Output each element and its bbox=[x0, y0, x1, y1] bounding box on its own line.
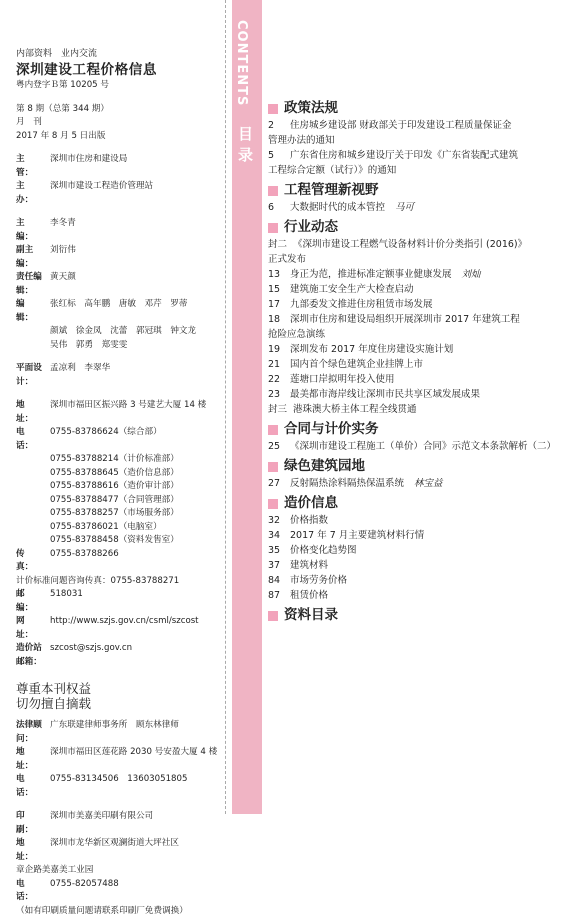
toc-section-heading bbox=[268, 608, 586, 623]
toc-entry[interactable] bbox=[268, 476, 586, 491]
sponsor-row bbox=[16, 180, 224, 207]
toc-section-heading bbox=[268, 183, 586, 198]
entry-title: 抢险应急演练 bbox=[268, 329, 325, 340]
printer-row bbox=[16, 864, 224, 878]
section-title: 资料目录 bbox=[284, 608, 338, 623]
copyright-notice bbox=[16, 681, 224, 711]
author-signature: 马可 bbox=[395, 202, 414, 213]
mulu-label bbox=[238, 124, 253, 166]
legal-row bbox=[16, 773, 224, 800]
editor-names: 吴伟 郭勇 郑雯雯 bbox=[16, 339, 224, 353]
printer-key: 电 话： bbox=[16, 878, 50, 905]
staff-key: 副主编： bbox=[16, 244, 50, 271]
toc-entry[interactable] bbox=[268, 342, 586, 357]
phone-row bbox=[16, 426, 224, 453]
notice-line: 切勿擅自摘载 bbox=[16, 696, 224, 711]
contact-value: 0755-83788266 bbox=[50, 548, 224, 575]
author-signature: 刘灿 bbox=[462, 269, 481, 280]
legal-key: 地 址： bbox=[16, 746, 50, 773]
toc-section-heading bbox=[268, 459, 586, 474]
editors-more bbox=[16, 325, 224, 352]
printer-value: 章企路美嘉美工业园 bbox=[16, 864, 93, 878]
entry-title: 港珠澳大桥主体工程全线贯通 bbox=[293, 404, 417, 415]
contact-key: 传 真： bbox=[16, 548, 50, 575]
page-number: 32 bbox=[268, 513, 284, 528]
toc-entry[interactable] bbox=[268, 387, 586, 402]
contact-row bbox=[16, 615, 224, 642]
page-number: 22 bbox=[268, 372, 284, 387]
address-value: 深圳市福田区振兴路 3 号建艺大厦 14 楼 bbox=[50, 399, 224, 426]
toc-entry[interactable] bbox=[268, 252, 586, 267]
section-title: 行业动态 bbox=[284, 220, 338, 235]
staff-row bbox=[16, 298, 224, 325]
mulu-char: 录 bbox=[238, 145, 253, 166]
toc-entry[interactable] bbox=[268, 133, 586, 148]
contact-value: http://www.szjs.gov.cn/csml/szcost bbox=[50, 615, 224, 642]
staff-key: 主 编： bbox=[16, 217, 50, 244]
phone-key: 电 话： bbox=[16, 426, 50, 453]
contact-key: 造价站邮箱： bbox=[16, 642, 50, 669]
page-number: 13 bbox=[268, 267, 284, 282]
table-of-contents bbox=[268, 96, 586, 625]
sponsor-key: 主 办： bbox=[16, 180, 50, 207]
design-key: 平面设计： bbox=[16, 362, 50, 389]
toc-entry[interactable] bbox=[268, 163, 586, 178]
contact-row bbox=[16, 642, 224, 669]
page-number: 87 bbox=[268, 588, 284, 603]
section-title: 造价信息 bbox=[284, 496, 338, 511]
phone-number: 0755-83788458（资料发售室） bbox=[16, 534, 224, 548]
design-credit bbox=[16, 362, 224, 389]
page-number: 37 bbox=[268, 558, 284, 573]
section-marker-icon bbox=[268, 186, 278, 196]
legal-row bbox=[16, 746, 224, 773]
entry-title: 2017 年 7 月主要建筑材料行情 bbox=[290, 530, 424, 541]
phone-number: 0755-83788257（市场服务部） bbox=[16, 507, 224, 521]
page-number: 5 bbox=[268, 148, 284, 163]
staff-key: 编 辑： bbox=[16, 298, 50, 325]
publication-title: 深圳建设工程价格信息 bbox=[16, 64, 224, 78]
toc-entry[interactable] bbox=[268, 402, 586, 417]
phone-number: 0755-83788477（合同管理部） bbox=[16, 494, 224, 508]
section-title: 合同与计价实务 bbox=[284, 422, 379, 437]
toc-entry[interactable] bbox=[268, 372, 586, 387]
toc-entry[interactable] bbox=[268, 357, 586, 372]
entry-title: 住房城乡建设部 财政部关于印发建设工程质量保证金 bbox=[290, 120, 512, 131]
toc-entry[interactable] bbox=[268, 327, 586, 342]
toc-section-heading bbox=[268, 422, 586, 437]
contact-key: 邮 编： bbox=[16, 588, 50, 615]
mulu-char: 目 bbox=[238, 124, 253, 145]
legal-value: 广东联建律师事务所 顾东林律师 bbox=[50, 719, 224, 746]
sponsor-row bbox=[16, 153, 224, 180]
printer-value: 0755-82057488 bbox=[50, 878, 224, 905]
entry-title: 九部委发文推进住房租赁市场发展 bbox=[290, 299, 433, 310]
editor-names: 颜斌 徐金凤 沈蕾 郭冠琪 钟文龙 bbox=[16, 325, 224, 339]
page-number: 84 bbox=[268, 573, 284, 588]
toc-entry[interactable] bbox=[268, 573, 586, 588]
page-number: 34 bbox=[268, 528, 284, 543]
phone-number: 0755-83788616（造价审计部） bbox=[16, 480, 224, 494]
entry-title: 价格指数 bbox=[290, 515, 328, 526]
toc-entry[interactable] bbox=[268, 148, 586, 163]
page-number: 封三 bbox=[268, 402, 287, 417]
phone-number: 0755-83786021（电脑室） bbox=[16, 521, 224, 535]
entry-title: 《深圳市建设工程施工（单价）合同》示范文本条款解析（二） bbox=[290, 441, 556, 452]
footnote: （如有印刷质量问题请联系印刷厂免费调换） bbox=[16, 905, 224, 918]
staff-block bbox=[16, 217, 224, 325]
legal-key: 法律顾问： bbox=[16, 719, 50, 746]
sponsor-value: 深圳市住房和建设局 bbox=[50, 153, 224, 180]
printer-key: 地 址： bbox=[16, 837, 50, 864]
contact-block bbox=[16, 548, 224, 670]
contents-band bbox=[232, 0, 262, 814]
legal-row bbox=[16, 719, 224, 746]
entry-title: 深圳市住房和建设局组织开展深圳市 2017 年建筑工程 bbox=[290, 314, 520, 325]
entry-title: 大数据时代的成本管控 bbox=[290, 202, 385, 213]
toc-entry[interactable] bbox=[268, 439, 586, 454]
contact-value: 计价标准问题咨询传真：0755-83788271 bbox=[16, 575, 179, 589]
contact-row bbox=[16, 575, 224, 589]
issue-number: 第 8 期（总第 344 期） bbox=[16, 103, 224, 117]
phone-list bbox=[16, 453, 224, 548]
section-marker-icon bbox=[268, 104, 278, 114]
printer-row bbox=[16, 878, 224, 905]
staff-value: 李冬青 bbox=[50, 217, 224, 244]
contact-key: 网 址： bbox=[16, 615, 50, 642]
contents-label: CONTENTS bbox=[234, 20, 260, 120]
legal-value: 0755-83134506 13603051805 bbox=[50, 773, 224, 800]
staff-value: 刘衍伟 bbox=[50, 244, 224, 271]
section-marker-icon bbox=[268, 223, 278, 233]
sponsor-key: 主 管： bbox=[16, 153, 50, 180]
toc-entry[interactable] bbox=[268, 200, 586, 215]
toc-entry[interactable] bbox=[268, 543, 586, 558]
page-number: 封二 bbox=[268, 237, 287, 252]
legal-value: 深圳市福田区莲花路 2030 号安盈大厦 4 楼 bbox=[50, 746, 224, 773]
page-number: 17 bbox=[268, 297, 284, 312]
publish-date: 2017 年 8 月 5 日出版 bbox=[16, 130, 224, 144]
phone-number: 0755-83788645（造价信息部） bbox=[16, 467, 224, 481]
staff-row bbox=[16, 244, 224, 271]
entry-title: 身正为范，推进标准定额事业健康发展 bbox=[290, 269, 452, 280]
toc-entry[interactable] bbox=[268, 267, 586, 282]
sponsor-block bbox=[16, 153, 224, 207]
entry-title: 工程综合定额（试行）》的通知 bbox=[268, 165, 396, 176]
page-number: 2 bbox=[268, 118, 284, 133]
entry-title: 租赁价格 bbox=[290, 590, 328, 601]
notice-line: 尊重本刊权益 bbox=[16, 681, 224, 696]
page-number: 35 bbox=[268, 543, 284, 558]
staff-value: 黄天颜 bbox=[50, 271, 224, 298]
legal-block bbox=[16, 719, 224, 800]
entry-title: 深圳发布 2017 年度住房建设实施计划 bbox=[290, 344, 453, 355]
toc-entry[interactable] bbox=[268, 312, 586, 327]
printer-row bbox=[16, 837, 224, 864]
phone-number: 0755-83788214（计价标准部） bbox=[16, 453, 224, 467]
toc-section-heading bbox=[268, 220, 586, 235]
contact-row bbox=[16, 548, 224, 575]
printer-row bbox=[16, 810, 224, 837]
registration-number: 粤内登字Ｂ第 10205 号 bbox=[16, 79, 224, 93]
author-signature: 林宝益 bbox=[414, 478, 443, 489]
section-marker-icon bbox=[268, 462, 278, 472]
section-title: 工程管理新视野 bbox=[284, 183, 379, 198]
staff-row bbox=[16, 217, 224, 244]
section-marker-icon bbox=[268, 499, 278, 509]
page-number: 27 bbox=[268, 476, 284, 491]
staff-value: 张红标 高年鹏 唐敏 邓芹 罗蒂 bbox=[50, 298, 224, 325]
section-marker-icon bbox=[268, 611, 278, 621]
contact-value: szcost@szjs.gov.cn bbox=[50, 642, 224, 669]
entry-title: 价格变化趋势图 bbox=[290, 545, 357, 556]
entry-title: 国内首个绿色建筑企业挂牌上市 bbox=[290, 359, 423, 370]
toc-section-heading bbox=[268, 101, 586, 116]
design-value: 孟凉利 李翠华 bbox=[50, 362, 224, 389]
page-number: 25 bbox=[268, 439, 284, 454]
section-marker-icon bbox=[268, 425, 278, 435]
printer-block bbox=[16, 810, 224, 905]
toc-entry[interactable] bbox=[268, 118, 586, 133]
address-row bbox=[16, 399, 224, 426]
entry-title: 最美都市海岸线让深圳市民共享区域发展成果 bbox=[290, 389, 480, 400]
printer-value: 深圳市龙华新区观澜街道大坪社区 bbox=[50, 837, 224, 864]
entry-title: 广东省住房和城乡建设厅关于印发《广东省装配式建筑 bbox=[290, 150, 518, 161]
contact-value: 518031 bbox=[50, 588, 224, 615]
entry-title: 建筑材料 bbox=[290, 560, 328, 571]
contact-row bbox=[16, 588, 224, 615]
legal-key: 电 话： bbox=[16, 773, 50, 800]
entry-title: 莲塘口岸拟明年投入使用 bbox=[290, 374, 395, 385]
sponsor-value: 深圳市建设工程造价管理站 bbox=[50, 180, 224, 207]
toc-entry[interactable] bbox=[268, 297, 586, 312]
page-number: 19 bbox=[268, 342, 284, 357]
toc-entry[interactable] bbox=[268, 528, 586, 543]
entry-title: 市场劳务价格 bbox=[290, 575, 347, 586]
internal-label: 内部资料 业内交流 bbox=[16, 48, 224, 62]
entry-title: 建筑施工安全生产大检查启动 bbox=[290, 284, 414, 295]
printer-key: 印 刷： bbox=[16, 810, 50, 837]
toc-entry[interactable] bbox=[268, 588, 586, 603]
staff-row bbox=[16, 271, 224, 298]
page-number: 15 bbox=[268, 282, 284, 297]
staff-key: 责任编辑： bbox=[16, 271, 50, 298]
page-number: 21 bbox=[268, 357, 284, 372]
entry-title: 《深圳市建设工程燃气设备材料计价分类指引 (2016)》 bbox=[293, 239, 527, 250]
toc-entry[interactable] bbox=[268, 513, 586, 528]
section-title: 绿色建筑园地 bbox=[284, 459, 365, 474]
masthead bbox=[16, 28, 224, 918]
page-number: 23 bbox=[268, 387, 284, 402]
toc-section-heading bbox=[268, 496, 586, 511]
phone-value: 0755-83786624（综合部） bbox=[50, 426, 224, 453]
entry-title: 管理办法的通知 bbox=[268, 135, 335, 146]
printer-value: 深圳市美嘉美印刷有限公司 bbox=[50, 810, 224, 837]
entry-title: 反射隔热涂料隔热保温系统 bbox=[290, 478, 404, 489]
frequency: 月 刊 bbox=[16, 116, 224, 130]
toc-entry[interactable] bbox=[268, 237, 586, 252]
section-title: 政策法规 bbox=[284, 101, 338, 116]
entry-title: 正式发布 bbox=[268, 254, 306, 265]
toc-entry[interactable] bbox=[268, 282, 586, 297]
toc-entry[interactable] bbox=[268, 558, 586, 573]
address-key: 地 址： bbox=[16, 399, 50, 426]
page-number: 6 bbox=[268, 200, 284, 215]
page-number: 18 bbox=[268, 312, 284, 327]
